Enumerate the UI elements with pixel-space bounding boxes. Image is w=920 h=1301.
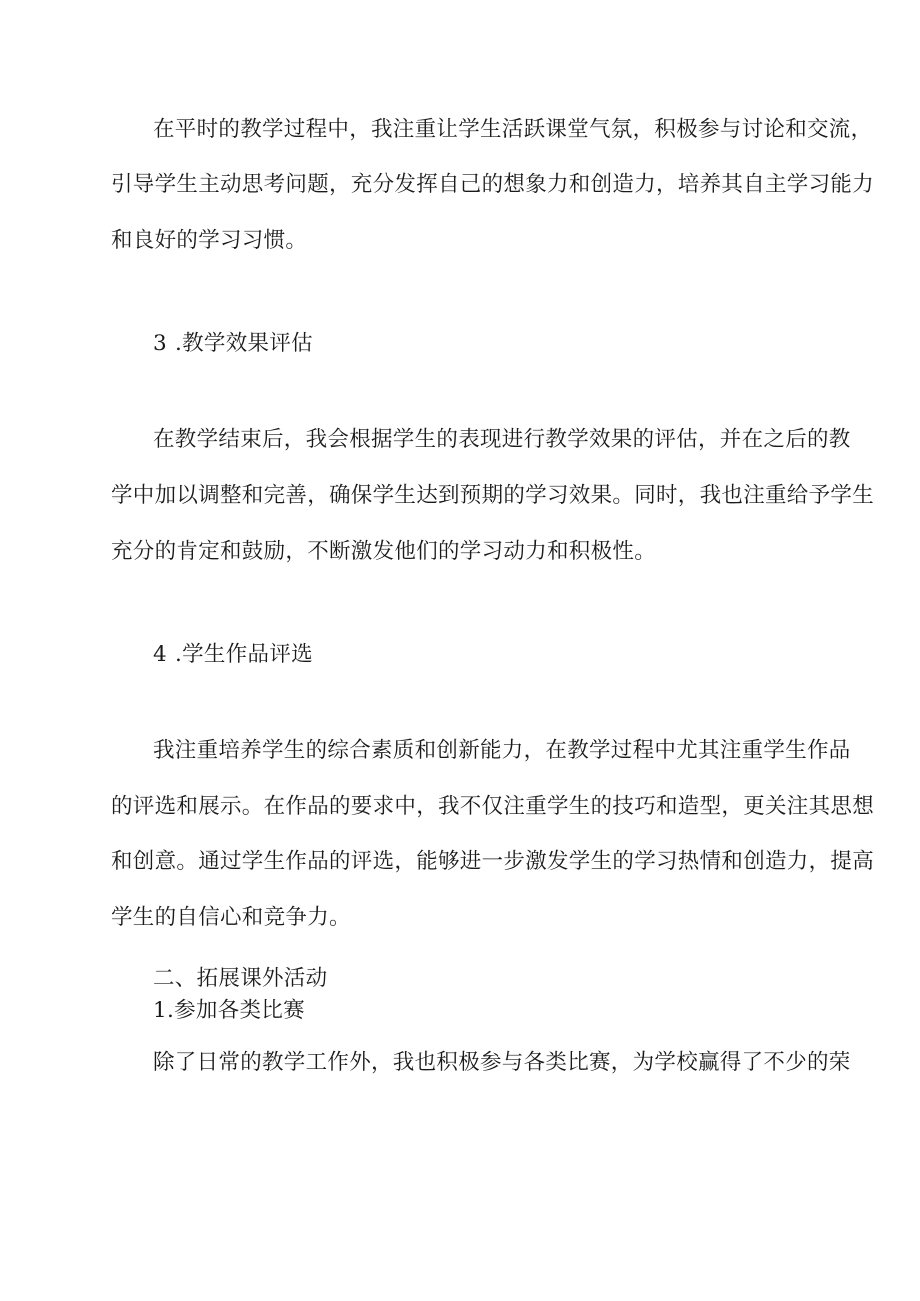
paragraph-3-line-4: 学生的自信心和竞争力。 — [111, 905, 351, 930]
heading-3 — [153, 329, 313, 359]
heading-4-number: 4 — [153, 642, 167, 667]
heading-3-text: .教学效果评估 — [175, 331, 313, 356]
paragraph-2-line-3: 充分的肯定和鼓励，不断激发他们的学习动力和积极性。 — [111, 539, 657, 564]
paragraph-1-line-1: 在平时的教学过程中，我注重让学生活跃课堂气氛，积极参与讨论和交流， — [153, 117, 873, 142]
paragraph-3-line-3: 和创意。通过学生作品的评选，能够进一步激发学生的学习热情和创造力，提高 — [111, 849, 875, 874]
subheading-1: 1.参加各类比赛 — [153, 998, 305, 1023]
section-2-title: 二、拓展课外活动 — [153, 966, 328, 991]
paragraph-2-line-2: 学中加以调整和完善，确保学生达到预期的学习效果。同时，我也注重给予学生 — [111, 483, 875, 508]
paragraph-1-line-2: 引导学生主动思考问题，充分发挥自己的想象力和创造力，培养其自主学习能力 — [111, 172, 875, 197]
heading-3-number: 3 — [153, 331, 167, 356]
paragraph-2-line-1: 在教学结束后，我会根据学生的表现进行教学效果的评估，并在之后的教 — [153, 427, 851, 452]
heading-4-text: .学生作品评选 — [175, 642, 313, 667]
paragraph-3-line-2: 的评选和展示。在作品的要求中，我不仅注重学生的技巧和造型，更关注其思想 — [111, 794, 875, 819]
paragraph-1-line-3: 和良好的学习习惯。 — [111, 228, 308, 253]
paragraph-3-line-1: 我注重培养学生的综合素质和创新能力，在教学过程中尤其注重学生作品 — [153, 738, 851, 763]
paragraph-4-line-1: 除了日常的教学工作外，我也积极参与各类比赛，为学校赢得了不少的荣 — [153, 1050, 851, 1075]
heading-4 — [153, 640, 313, 670]
